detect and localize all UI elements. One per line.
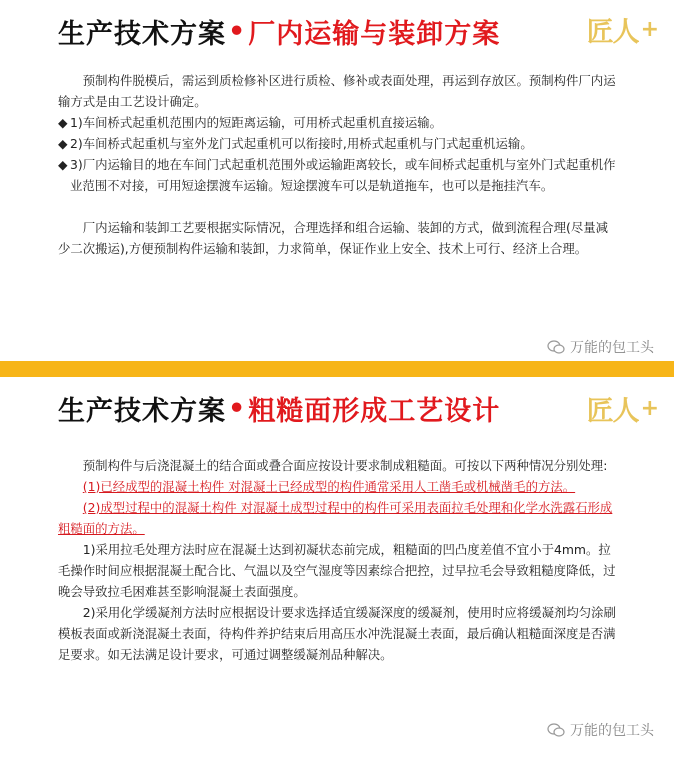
- watermark: [547, 337, 654, 357]
- intro-paragraph: 预制构件与后浇混凝土的结合面或叠合面应按设计要求制成粗糙面。可按以下两种情况分别处理:: [82, 458, 608, 473]
- slide-body: [58, 455, 618, 665]
- intro-paragraph: 预制构件脱模后，需运到质检修补区进行质检、修补或表面处理，再运到存放区。预制构件厂内运输方式是由工艺设计确定。: [58, 73, 616, 109]
- title-prefix: 生产技术方案: [58, 19, 226, 50]
- watermark-text: 万能的包工头: [570, 723, 654, 739]
- wechat-icon: [547, 340, 565, 355]
- list-item: [58, 133, 618, 154]
- brand-logo: [587, 389, 658, 428]
- logo-plus: +: [640, 17, 658, 42]
- divider-band: [0, 361, 674, 377]
- bullet-text: 1)车间桥式起重机范围内的短距离运输，可用桥式起重机直接运输。: [70, 115, 443, 130]
- bullet-text: 2)车间桥式起重机与室外龙门式起重机可以衔接时,用桥式起重机与门式起重机运输。: [70, 136, 533, 151]
- method-paragraph: 2)采用化学缓凝剂方法时应根据设计要求选择适宜缓凝深度的缓凝剂，使用时应将缓凝剂均匀涂刷模板表面或新浇混凝土表面，待构件养护结束后用高压水冲洗混凝土表面，最后确认粗糙面深度是否满足要求。如无法满足设计要求，可通过调整缓凝剂品种解决。: [58, 605, 616, 662]
- diamond-bullet-icon: ◆: [58, 115, 68, 130]
- logo-plus: +: [640, 396, 658, 421]
- title-dot: •: [228, 393, 247, 424]
- method-paragraph: 1)采用拉毛处理方法时应在混凝土达到初凝状态前完成，粗糙面的凹凸度差值不宜小于4mm。拉毛操作时间应根据混凝土配合比、气温以及空气湿度等因素综合把控，过早拉毛会导致粗糙度降低，过晚会导致拉毛困难甚至影响混凝土表面强度。: [58, 542, 616, 599]
- title-highlight: 厂内运输与装卸方案: [248, 19, 501, 50]
- red-item: (1)已经成型的混凝土构件 对混凝土已经成型的构件通常采用人工凿毛或机械凿毛的方法。: [82, 479, 576, 494]
- red-item: (2)成型过程中的混凝土构件 对混凝土成型过程中的构件可采用表面拉毛处理和化学水洗露石形成粗糙面的方法。: [58, 500, 613, 536]
- title-highlight: 粗糙面形成工艺设计: [248, 396, 501, 427]
- slide-transport: [0, 0, 674, 361]
- closing-paragraph: 厂内运输和装卸工艺要根据实际情况，合理选择和组合运输、装卸的方式，做到流程合理(尽量减少二次搬运),方便预制构件运输和装卸，力求简单，保证作业上安全、技术上可行、经济上合理。: [58, 220, 609, 256]
- bullet-text: 3)厂内运输目的地在车间门式起重机范围外或运输距离较长，或车间桥式起重机与室外门式起重机作业范围不对接，可用短途摆渡车运输。短途摆渡车可以是轨道拖车，也可以是拖挂汽车。: [70, 157, 616, 193]
- slide-body: [58, 70, 618, 259]
- diamond-bullet-icon: ◆: [58, 136, 68, 151]
- title-prefix: 生产技术方案: [58, 396, 226, 427]
- slide-rough-surface: [0, 377, 674, 761]
- slide-title: [58, 12, 500, 51]
- brand-logo: [587, 10, 658, 49]
- slide-title: [58, 389, 500, 428]
- logo-text: 匠人: [586, 17, 639, 48]
- watermark: [547, 720, 654, 740]
- title-dot: •: [228, 16, 247, 47]
- watermark-text: 万能的包工头: [570, 340, 654, 356]
- list-item: [58, 154, 618, 196]
- diamond-bullet-icon: ◆: [58, 157, 68, 172]
- logo-text: 匠人: [586, 396, 639, 427]
- list-item: [58, 112, 618, 133]
- wechat-icon: [547, 723, 565, 738]
